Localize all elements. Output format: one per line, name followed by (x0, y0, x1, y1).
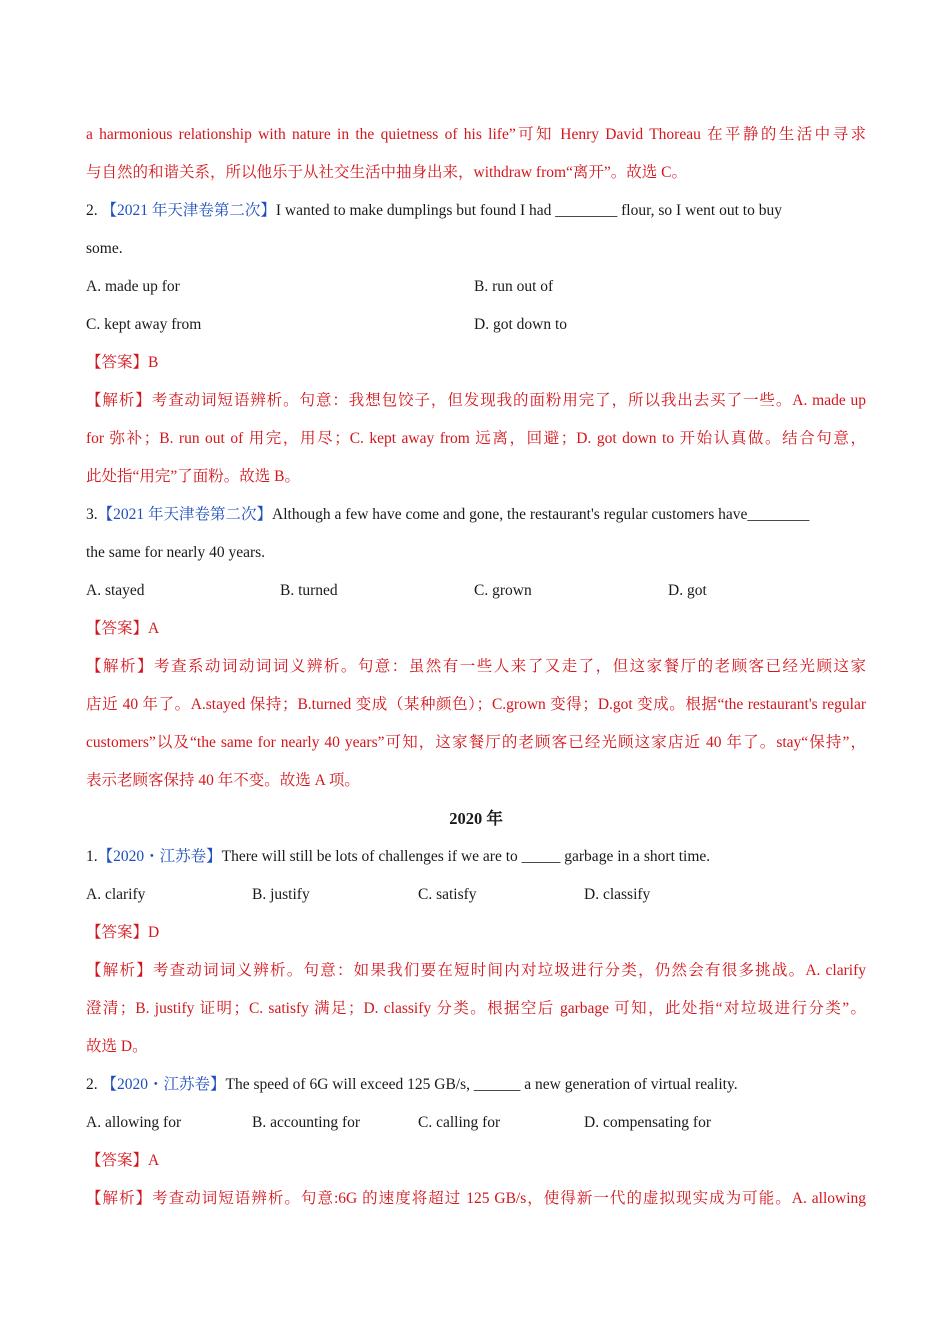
option-row (86, 876, 866, 914)
option-a: A. allowing for (86, 1114, 182, 1131)
analysis-line: for 弥补；B. run out of 用完，用尽；C. kept away from 远离，回避；D. got down to 开始认真做。结合句意， (86, 430, 866, 447)
analysis-line: 表示老顾客保持 40 年不变。故选 A 项。 (86, 772, 360, 789)
question-number: 2. (86, 202, 98, 219)
intro-analysis-line: 与自然的和谐关系，所以他乐于从社交生活中抽身出来，withdraw from“离开”。故选 C。 (86, 164, 688, 181)
option-a: A. stayed (86, 582, 145, 599)
answer-label: 【答案】A (86, 1152, 160, 1169)
intro-analysis-line: a harmonious relationship with nature in the quietness of his life”可知 Henry David Thoreau 在平静的生活中寻求 (86, 126, 866, 143)
question-2021-2-stem (86, 192, 866, 230)
option-row (86, 306, 866, 344)
option-d: D. got down to (474, 316, 567, 333)
option-b: B. justify (252, 886, 310, 903)
analysis-line: 【解析】考查系动词动词词义辨析。句意：虽然有一些人来了又走了，但这家餐厅的老顾客已经光顾这家 (86, 658, 866, 675)
option-c: C. kept away from (86, 316, 202, 333)
document-page (86, 116, 866, 1218)
year-heading: 2020 年 (449, 809, 503, 828)
analysis-line: 店近 40 年了。A.stayed 保持；B.turned 变成（某种颜色）；C.grown 变得；D.got 变成。根据“the restaurant's regular (86, 696, 866, 713)
question-text: Although a few have come and gone, the restaurant's regular customers have________ (272, 506, 810, 523)
question-source: 【2021 年天津卷第二次】 (97, 506, 273, 523)
option-d: D. got (668, 582, 707, 599)
option-d: D. classify (584, 886, 651, 903)
analysis-line: 此处指“用完”了面粉。故选 B。 (86, 468, 300, 485)
analysis-line: 【解析】考查动词词义辨析。句意：如果我们要在短时间内对垃圾进行分类，仍然会有很多挑战。A. clarify (86, 962, 866, 979)
question-2021-3-stem (86, 496, 866, 534)
analysis-line: customers”以及“the same for nearly 40 years”可知，这家餐厅的老顾客已经光顾这家店近 40 年了。stay“保持”， (86, 734, 866, 751)
question-number: 1. (86, 848, 98, 865)
question-text-continued: some. (86, 240, 123, 257)
question-text-continued: the same for nearly 40 years. (86, 544, 266, 561)
question-text: I wanted to make dumplings but found I had ________ flour, so I went out to buy (275, 202, 782, 219)
option-row (86, 268, 866, 306)
question-source: 【2020・江苏卷】 (101, 1076, 226, 1093)
analysis-line: 故选 D。 (86, 1038, 148, 1055)
option-c: C. grown (474, 582, 532, 599)
question-2020-1-stem (86, 838, 866, 876)
answer-label: 【答案】D (86, 924, 160, 941)
option-c: C. satisfy (418, 886, 477, 903)
option-row (86, 572, 866, 610)
option-b: B. turned (280, 582, 338, 599)
answer-label: 【答案】A (86, 620, 160, 637)
option-c: C. calling for (418, 1114, 501, 1131)
option-a: A. clarify (86, 886, 146, 903)
question-2020-2-stem (86, 1066, 866, 1104)
option-b: B. run out of (474, 278, 554, 295)
question-number: 3. (86, 506, 98, 523)
question-source: 【2020・江苏卷】 (97, 848, 222, 865)
option-a: A. made up for (86, 278, 180, 295)
option-row (86, 1104, 866, 1142)
analysis-line: 【解析】考查动词短语辨析。句意:6G 的速度将超过 125 GB/s，使得新一代的虚拟现实成为可能。A. allowing (86, 1190, 866, 1207)
question-source: 【2021 年天津卷第二次】 (101, 202, 276, 219)
question-number: 2. (86, 1076, 98, 1093)
question-text: There will still be lots of challenges if we are to _____ garbage in a short time. (221, 848, 711, 865)
analysis-line: 【解析】考查动词短语辨析。句意：我想包饺子，但发现我的面粉用完了，所以我出去买了一些。A. made up (86, 392, 866, 409)
question-text: The speed of 6G will exceed 125 GB/s, ______ a new generation of virtual reality. (225, 1076, 738, 1093)
analysis-line: 澄清；B. justify 证明；C. satisfy 满足；D. classify 分类。根据空后 garbage 可知，此处指“对垃圾进行分类”。 (86, 1000, 866, 1017)
option-d: D. compensating for (584, 1114, 711, 1131)
answer-label: 【答案】B (86, 354, 159, 371)
option-b: B. accounting for (252, 1114, 361, 1131)
